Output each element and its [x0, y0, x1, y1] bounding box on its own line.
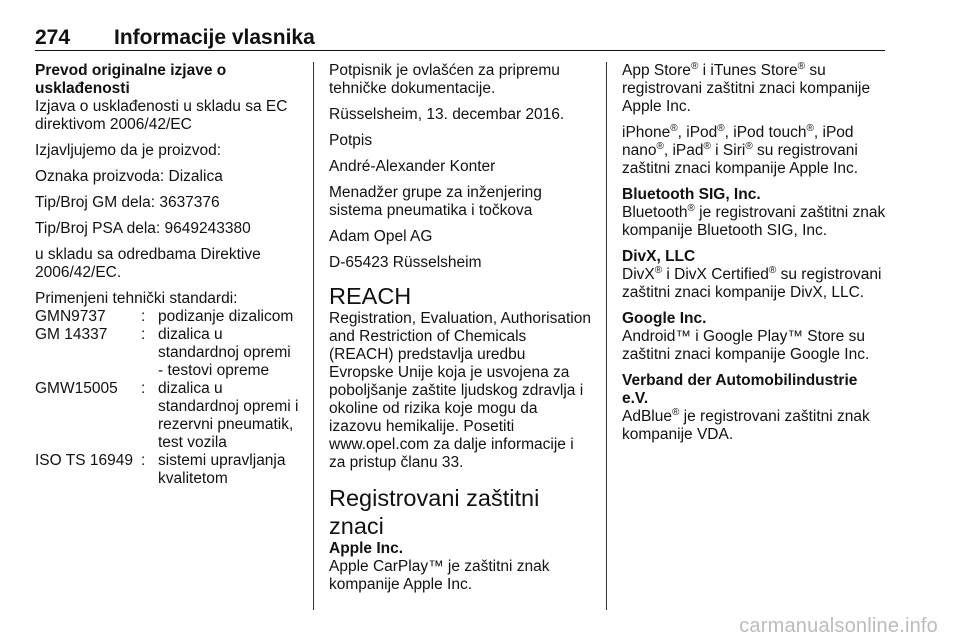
column-signatory-reach — [329, 62, 591, 602]
vda-text: AdBlue® je registrovani zaštitni znak kompanije VDA. — [622, 407, 870, 443]
page-title: Informacije vlasnika — [114, 26, 315, 49]
signatory-role: Menadžer grupe za inženjering sistema pneumatika i točkova — [329, 184, 542, 219]
divx-text: DivX® i DivX Certified® su registrovani zaštitni znaci kompanije DivX, LLC. — [622, 265, 882, 301]
registered-mark: ® — [654, 265, 663, 276]
registered-mark: ® — [690, 61, 699, 72]
column-trademarks — [622, 62, 887, 452]
registered-mark: ® — [687, 203, 695, 214]
column-declaration — [35, 62, 297, 488]
registered-mark: ® — [797, 61, 806, 72]
bluetooth-heading: Bluetooth SIG, Inc. — [622, 186, 761, 203]
product-designation: Oznaka proizvoda: Dizalica — [35, 168, 223, 185]
gm-part-number: Tip/Broj GM dela: 3637376 — [35, 194, 220, 211]
registered-mark: ® — [768, 265, 777, 276]
standard-separator: : — [141, 380, 146, 397]
company-address: D-65423 Rüsselsheim — [329, 254, 482, 271]
standard-description: sistemi upravljanja kvalitetom — [158, 452, 286, 487]
registered-mark: ® — [806, 123, 814, 134]
registered-mark: ® — [671, 407, 680, 418]
app-store-text: App Store® i iTunes Store® su registrovani zaštitni znaci kompanije Apple Inc. — [622, 61, 871, 115]
standard-description: podizanje dizalicom — [158, 308, 294, 325]
standard-code: ISO TS 16949 — [35, 452, 133, 469]
standard-code: GMN9737 — [35, 308, 106, 325]
standard-description: dizalica u standardnoj opremi - testovi opreme — [158, 326, 291, 379]
registered-mark: ® — [670, 123, 678, 134]
table-row — [35, 452, 300, 488]
compliance-statement: u skladu sa odredbama Direktive 2006/42/EC. — [35, 246, 261, 281]
vda-heading: Verband der Automobilindustrie e.V. — [622, 372, 858, 407]
standard-description: dizalica u standardnoj opremi i rezervni pneumatik, test vozila — [158, 380, 299, 451]
header-divider — [35, 50, 885, 51]
standard-code: GM 14337 — [35, 326, 108, 343]
table-row — [35, 326, 300, 380]
registered-mark: ® — [717, 123, 725, 134]
registered-mark: ® — [745, 141, 753, 152]
page-header — [35, 26, 885, 50]
signatory-statement: Potpisnik je ovlašćen za pripremu tehničke dokumentacije. — [329, 62, 560, 97]
iphone-text: iPhone®, iPod®, iPod touch®, iPod nano®, iPad® i Siri® su registrovani zaštitni znaci kompanije Apple Inc. — [622, 123, 859, 177]
bluetooth-text: Bluetooth® je registrovani zaštitni znak kompanije Bluetooth SIG, Inc. — [622, 203, 886, 239]
column-divider-1 — [313, 62, 314, 610]
column-divider-2 — [606, 62, 607, 610]
divx-heading: DivX, LLC — [622, 248, 696, 265]
apple-heading: Apple Inc. — [329, 540, 404, 557]
standard-separator: : — [141, 452, 146, 469]
table-row — [35, 308, 300, 326]
standards-label: Primenjeni tehnički standardi: — [35, 290, 238, 307]
standard-code: GMW15005 — [35, 380, 118, 397]
page-number: 274 — [35, 26, 71, 49]
registered-mark: ® — [703, 141, 711, 152]
signature-label: Potpis — [329, 132, 373, 149]
company-name: Adam Opel AG — [329, 228, 433, 245]
reach-heading: REACH — [329, 283, 412, 309]
apple-carplay-text: Apple CarPlay™ je zaštitni znak kompanije Apple Inc. — [329, 558, 550, 593]
signatory-name: André-Alexander Konter — [329, 158, 496, 175]
declaration-statement: Izjavljujemo da je proizvod: — [35, 142, 222, 159]
declaration-heading: Prevod originalne izjave o usklađenosti — [35, 62, 227, 97]
google-heading: Google Inc. — [622, 310, 707, 327]
reach-text: Registration, Evaluation, Authorisation and Restriction of Chemicals (REACH) predstavlja uredbu Evropske Unije koja je usvojena za poboljšanje zaštite ljudskog zdravlja i okoline od rizika koje mogu da izazovu hemikalije. Posetiti www.opel.com za dalje informacije i za pristup članu 33. — [329, 310, 591, 471]
watermark: carmanualsonline.info — [739, 615, 938, 637]
standard-separator: : — [141, 308, 146, 325]
registered-mark: ® — [656, 141, 664, 152]
place-date: Rüsselsheim, 13. decembar 2016. — [329, 106, 565, 123]
standard-separator: : — [141, 326, 146, 343]
google-text: Android™ i Google Play™ Store su zaštitni znaci kompanije Google Inc. — [622, 328, 870, 363]
table-row — [35, 380, 300, 452]
trademarks-heading: Registrovani zaštitni znaci — [329, 485, 540, 539]
declaration-intro: Izjava o usklađenosti u skladu sa EC direktivom 2006/42/EC — [35, 98, 288, 133]
standards-table — [35, 308, 300, 488]
psa-part-number: Tip/Broj PSA dela: 9649243380 — [35, 220, 251, 237]
